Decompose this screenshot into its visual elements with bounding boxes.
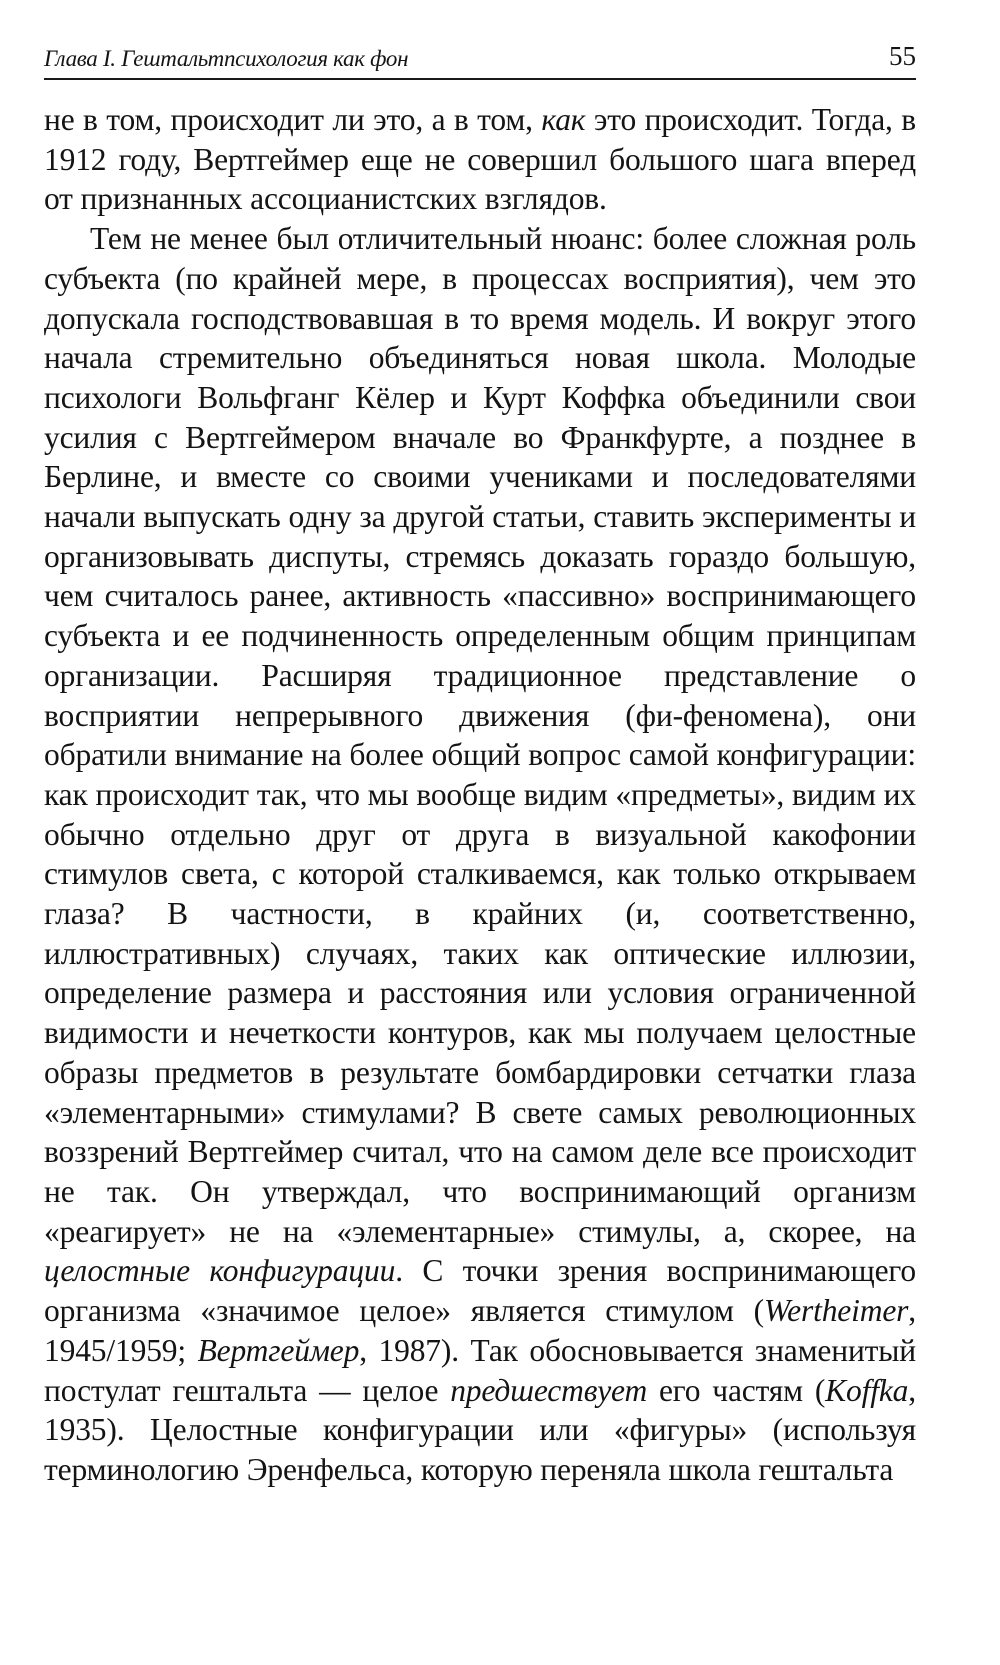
text-run: его частям ( bbox=[647, 1372, 826, 1408]
italic-text: Wertheimer bbox=[763, 1293, 909, 1329]
paragraph bbox=[44, 100, 916, 219]
italic-text: как bbox=[541, 102, 586, 137]
italic-text: предшествует bbox=[450, 1372, 648, 1408]
text-run: , 1935). Целостные конфигурации или «фигуры» (используя терминологию Эренфельса, которую переняла школа гештальта bbox=[44, 1372, 917, 1487]
text-run: , 1945/1959; bbox=[44, 1293, 916, 1368]
text-run: Тем не менее был отличительный нюанс: более сложная роль субъекта (по крайней мере, в процессах восприятия), чем это допускала господствовавшая в то время модель. И вокруг этого начала стремительно объединяться новая школа. Молодые психологи Вольфганг Кёлер и Курт Коффка объединили свои усилия с Вертгеймером вначале во Франкфурте, а позднее в Берлине, и вместе со своими учениками и последователями начали выпускать одну за другой статьи, ставить эксперименты и организовывать диспуты, стремясь доказать гораздо большую, чем считалось ранее, активность «пассивно» воспринимающего субъекта и ее подчиненность определенным общим принципам организации. Расширяя традиционное представление о восприятии непрерывного движения (фи-феномена), они обратили внимание на более общий вопрос самой конфигурации: как происходит так, что мы вообще видим «предметы», видим их обычно отдельно друг от друга в визуальной какофонии стимулов света, с которой сталкиваемся, как только открываем глаза? В частности, в крайних (и, соответственно, иллюстративных) случаях, таких как оптические иллюзии, определение размера и расстояния или условия ограниченной видимости и нечеткости контуров, как мы получаем целостные образы предметов в результате бомбардировки сетчатки глаза «элементарными» стимулами? В свете самых революционных воззрений Вертгеймер считал, что на самом деле все происходит не так. Он утверждал, что воспринимающий организм «реагирует» не на «элементарные» стимулы, а, скорее, на bbox=[44, 221, 916, 1249]
body-text bbox=[44, 100, 916, 1490]
text-run: не в том, происходит ли это, а в том, bbox=[44, 102, 542, 137]
book-page bbox=[44, 30, 916, 1490]
italic-text: Вертгеймер bbox=[197, 1332, 360, 1368]
page-header bbox=[44, 30, 916, 80]
text-run: это происходит. Тогда, в 1912 году, Вертгеймер еще не совершил большого шага вперед от признанных ассоцианистских взглядов. bbox=[44, 102, 916, 217]
text-run: . С точки зрения воспринимающего организма «значимое целое» является стимулом ( bbox=[44, 1253, 916, 1329]
italic-text: целостные конфигурации bbox=[44, 1253, 396, 1289]
running-head: Глава I. Гештальтпсихология как фон bbox=[44, 46, 409, 71]
italic-text: Koffka bbox=[825, 1372, 909, 1408]
text-run: , 1987). Так обосновывается знаменитый постулат гештальта — целое bbox=[44, 1332, 916, 1408]
paragraph bbox=[44, 219, 916, 1490]
page-number: 55 bbox=[889, 41, 916, 71]
